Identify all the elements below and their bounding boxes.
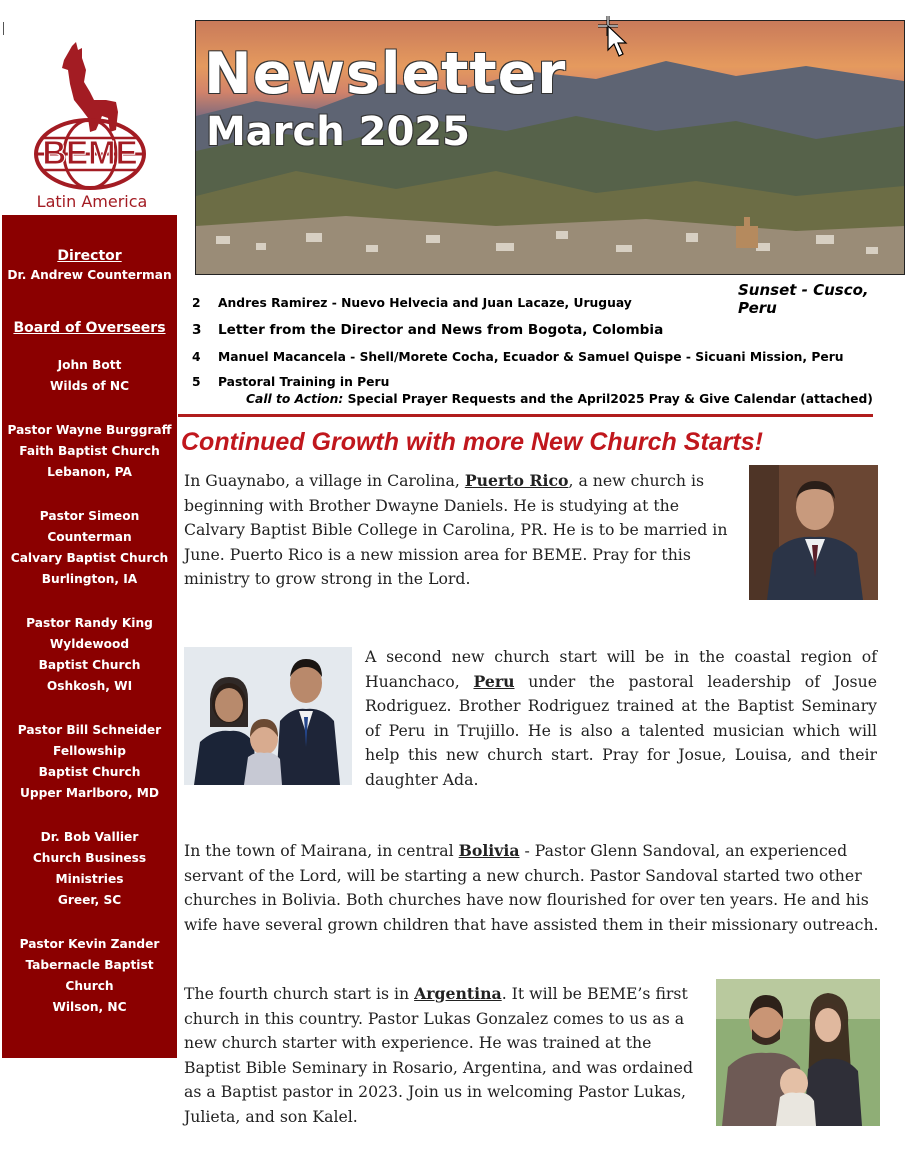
toc-item-2[interactable]: 2 Andres Ramirez - Nuevo Helvecia and Juan Lacaze, Uruguay <box>192 296 632 310</box>
photo-dwayne-daniels <box>749 465 878 600</box>
svg-text:BEME: BEME <box>42 134 138 171</box>
board-member-line: Church <box>65 979 114 993</box>
board-member <box>2 827 177 911</box>
board-member <box>2 720 177 804</box>
toc-item-4[interactable]: 4 Manuel Macancela - Shell/Morete Cocha, Ecuador & Samuel Quispe - Sicuani Mission, Peru <box>192 350 844 364</box>
board-member-line: Wilson, NC <box>52 1000 127 1014</box>
move-cursor-icon <box>596 14 630 60</box>
llama-globe-icon <box>22 40 162 190</box>
board-member-line: Pastor Kevin Zander <box>19 937 160 951</box>
place-bolivia: Bolivia <box>458 841 520 860</box>
family-portrait-icon <box>184 647 352 785</box>
board-member-line: Burlington, IA <box>41 572 138 586</box>
image-caption: Sunset - Cusco, Peru <box>738 281 869 317</box>
board-member <box>2 506 177 590</box>
board-member-line: Oshkosh, WI <box>46 679 133 693</box>
board-member-line: Greer, SC <box>57 893 122 907</box>
place-peru: Peru <box>473 671 515 691</box>
board-member-line: Ministries <box>55 872 124 886</box>
photo-gonzalez-family <box>716 979 880 1126</box>
family-portrait-icon <box>716 979 880 1126</box>
board-member-line: Pastor Wayne Burggraff <box>7 423 172 437</box>
director-name: Dr. Andrew Counterman <box>7 268 172 282</box>
board-member-line: Baptist Church <box>38 658 141 672</box>
call-to-action: Call to Action: Special Prayer Requests and the April2025 Pray & Give Calendar (attached) <box>246 392 873 406</box>
photo-rodriguez-family <box>184 647 352 785</box>
header-image <box>195 20 905 275</box>
board-members-list <box>2 355 177 1018</box>
board-member-line: Pastor Randy King <box>26 616 153 630</box>
paragraph-puerto-rico: In Guaynabo, a village in Carolina, Puerto Rico, a new church is beginning with Brother Dwayne Daniels. He is studying at the Calvary Baptist Bible College in Carolina, PR. He is to be married in June. Puerto Rico is a new mission area for BEME. Pray for this ministry to grow strong in the Lord. <box>184 471 728 588</box>
board-member-line: Upper Marlboro, MD <box>19 786 159 800</box>
paragraph-bolivia: In the town of Mairana, in central Bolivia - Pastor Glenn Sandoval, an experienced servant of the Lord, will be starting a new church. Pastor Sandoval started two other churches in Bolivia. Both churches have now flourished for over ten years. He and his wife have several grown children that have assisted them in their missionary outreach. <box>184 841 879 934</box>
board-member-line: John Bott <box>57 358 122 372</box>
toc-item-3[interactable]: 3 Letter from the Director and News from Bogota, Colombia <box>192 322 664 338</box>
text-cursor-mark <box>3 22 4 35</box>
board-member <box>2 355 177 397</box>
board-member <box>2 934 177 1018</box>
board-member-line: Lebanon, PA <box>47 465 132 479</box>
toc-item-5[interactable]: 5 Pastoral Training in Peru <box>192 375 390 389</box>
board-member-line: Pastor Simeon <box>39 509 140 523</box>
board-member-line: Wyldewood <box>49 637 130 651</box>
board-member <box>2 613 177 697</box>
place-puerto-rico: Puerto Rico <box>464 471 569 490</box>
beme-logo <box>22 40 162 215</box>
article-headline: Continued Growth with more New Church Starts! <box>181 428 763 456</box>
board-member-line: Counterman <box>47 530 132 544</box>
director-heading: Director <box>57 248 122 264</box>
section-divider <box>178 414 873 417</box>
board-member <box>2 420 177 483</box>
place-argentina: Argentina <box>414 984 502 1003</box>
board-member-line: Church Business <box>32 851 147 865</box>
board-member-line: Calvary Baptist Church <box>10 551 169 565</box>
logo-subtitle: Latin America <box>36 192 148 211</box>
newsletter-date: March 2025 <box>206 109 470 155</box>
sidebar <box>2 215 177 1058</box>
board-member-line: Baptist Church <box>38 765 141 779</box>
board-member-line: Faith Baptist Church <box>19 444 160 458</box>
board-heading: Board of Overseers <box>13 320 166 336</box>
newsletter-title: Newsletter <box>204 41 567 107</box>
board-member-line: Tabernacle Baptist <box>25 958 154 972</box>
paragraph-argentina: The fourth church start is in Argentina. It will be BEME’s first church in this country. Pastor Lukas Gonzalez comes to us as a new church starter with experience. He was trained at the Baptist Bible Seminary in Rosario, Argentina, and was ordained as a Baptist pastor in 2023. Join us in welcoming Pastor Lukas, Julieta, and son Kalel. <box>184 984 693 1126</box>
board-member-line: Dr. Bob Vallier <box>40 830 139 844</box>
paragraph-peru: A second new church start will be in the coastal region of Huanchaco, Peru under the pastoral leadership of Josue Rodriguez. Brother Rodriguez trained at the Baptist Seminary of Peru in Trujillo. He is also a talented musician which will help this new church start. Pray for Josue, Louisa, and their daughter Ada. <box>365 647 877 789</box>
board-member-line: Pastor Bill Schneider <box>17 723 162 737</box>
board-member-line: Fellowship <box>53 744 126 758</box>
man-portrait-icon <box>749 465 878 600</box>
board-member-line: Wilds of NC <box>49 379 130 393</box>
